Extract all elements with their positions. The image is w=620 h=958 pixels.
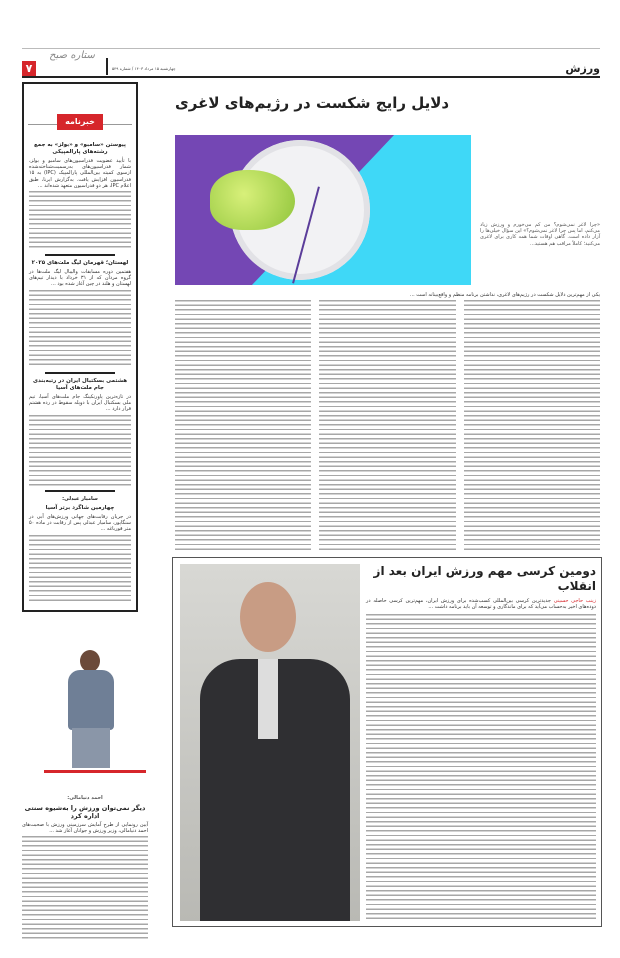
issue-date: چهارشنبه ۱۵ مرداد ۱۴۰۳ / شماره ۵۴۹ xyxy=(112,66,176,71)
sidebar-item-title: دیگر نمی‌توان ورزش را به‌شیوه سنتی اداره کرد xyxy=(24,804,146,820)
sidebar-item-title: پیوستن «سامبو» و «بولز» به جمع رشته‌های پارالمپیکی xyxy=(34,142,126,155)
second-article-text-lines xyxy=(366,614,596,921)
sidebar-item xyxy=(29,142,131,250)
news-sidebar xyxy=(22,82,138,612)
sidebar-item-title: چهارمین شاگرد برتر آسیا xyxy=(45,505,115,511)
second-article-photo xyxy=(180,564,360,921)
sidebar-item-text-lines xyxy=(22,836,148,940)
second-headline: دومین کرسی مهم ورزش ایران بعد از انقلاب xyxy=(373,564,596,593)
second-article-text xyxy=(366,564,596,921)
second-article-lead xyxy=(366,598,596,610)
newspaper-logo xyxy=(42,50,102,74)
sidebar-item-body: آیین رونمایی از طرح آمایش سرزمینی ورزش با صحبت‌های احمد دنیامالی، وزیر ورزش و جوانان آغاز شد ... xyxy=(22,822,148,835)
sidebar-item xyxy=(29,378,131,486)
sidebar-item-title: هشتمی بسکتبال ایران در رتبه‌بندی جام ملت‌های آسیا xyxy=(32,378,128,391)
image-caption: «چرا لاغر نمی‌شوم؟ من کم می‌خورم و ورزش زیاد می‌کنم، اما پس چرا لاغر نمی‌شوم؟» این سؤال خیلی‌ها را آزار داده است. گاهی اوقات شما همه کاری برای لاغری می‌کنید؛ کاملاً مراقب هم هستید... xyxy=(480,222,600,247)
main-article-body xyxy=(175,292,600,550)
diet-image xyxy=(175,135,471,285)
sidebar-separator xyxy=(45,254,115,256)
sidebar-item-text-lines xyxy=(29,415,131,486)
photo-red-rule xyxy=(44,770,146,773)
minister-photo xyxy=(62,650,122,768)
sidebar-item-text-lines xyxy=(29,290,131,368)
page-number: ۷ xyxy=(22,61,36,76)
sidebar-badge: خبرنامه xyxy=(57,114,103,130)
sidebar-item-text-lines xyxy=(29,191,131,250)
sidebar-item-title: لهستان؛ قهرمان لیگ ملت‌های ۲۰۲۵ xyxy=(31,260,129,266)
sidebar-item-body: در تازه‌ترین پاورنکینگ جام ملت‌های آسیا، تیم ملی بسکتبال ایران با دوپله سقوط در رده هشتم قرار دارد ... xyxy=(29,394,131,413)
header-bottom-line xyxy=(22,76,600,78)
sidebar-separator xyxy=(45,372,115,374)
second-article-body: جدیدترین کرسی بین‌المللی کسب‌شده برای ورزش ایران، مهم‌ترین کرسی حاصله در دوده‌های اخیر به‌حساب می‌آید که برای ماندگاری و توسعه آن باید برنامه داشت ... xyxy=(366,598,596,611)
logo-text: ستاره صبح xyxy=(49,50,95,61)
sidebar-item-body: در جریان رقابت‌های جهانی ورزش‌های آبی در سنگاپور، سامیار عبدلی پس از رقابت در ماده ۵۰ متر قورباغه ... xyxy=(29,514,131,533)
header-top-line xyxy=(22,48,600,49)
sidebar-bottom-item xyxy=(22,795,148,940)
sidebar-item xyxy=(29,260,131,368)
byline: زینب حاجی حسینی xyxy=(553,598,596,604)
lettuce xyxy=(210,170,295,230)
sidebar-item xyxy=(29,496,131,604)
sidebar-item-body: هفتمین دوره مسابقات والیبال لیگ ملت‌ها در گروه مردان که از ۳۱ خرداد با دیدار تیم‌های لهستان و هلند در چین آغاز شده بود ... xyxy=(29,269,131,288)
sidebar-item-kicker: سامیار عبدلی: xyxy=(62,496,98,502)
sidebar-item-text-lines xyxy=(29,535,131,604)
section-title: ورزش xyxy=(565,62,600,75)
main-headline: دلایل رایج شکست در رژیم‌های لاغری xyxy=(175,94,450,112)
sidebar-separator xyxy=(45,490,115,492)
main-article-body-lead: یکی از مهم‌ترین دلایل شکست در رژیم‌های لاغری، نداشتن برنامه منظم و واقع‌بینانه است ... xyxy=(409,292,600,298)
header-divider xyxy=(106,58,108,75)
main-article-columns xyxy=(175,300,600,550)
sidebar-item-body: با تأیید عضویت فدراسیون‌های سامبو و بولز، شمار فدراسیون‌های به‌رسمیت‌شناخته‌شده ازسوی کمیته بین‌المللی پارالمپیک (IPC) به ۱۵ فدراسیون افزایش یافت. به‌گزارش ایرنا، طبق اعلام IPC، هر دو فدراسیون متعهد شده‌اند ... xyxy=(29,158,132,189)
sidebar-item-kicker: احمد دنیامالی: xyxy=(67,795,103,801)
